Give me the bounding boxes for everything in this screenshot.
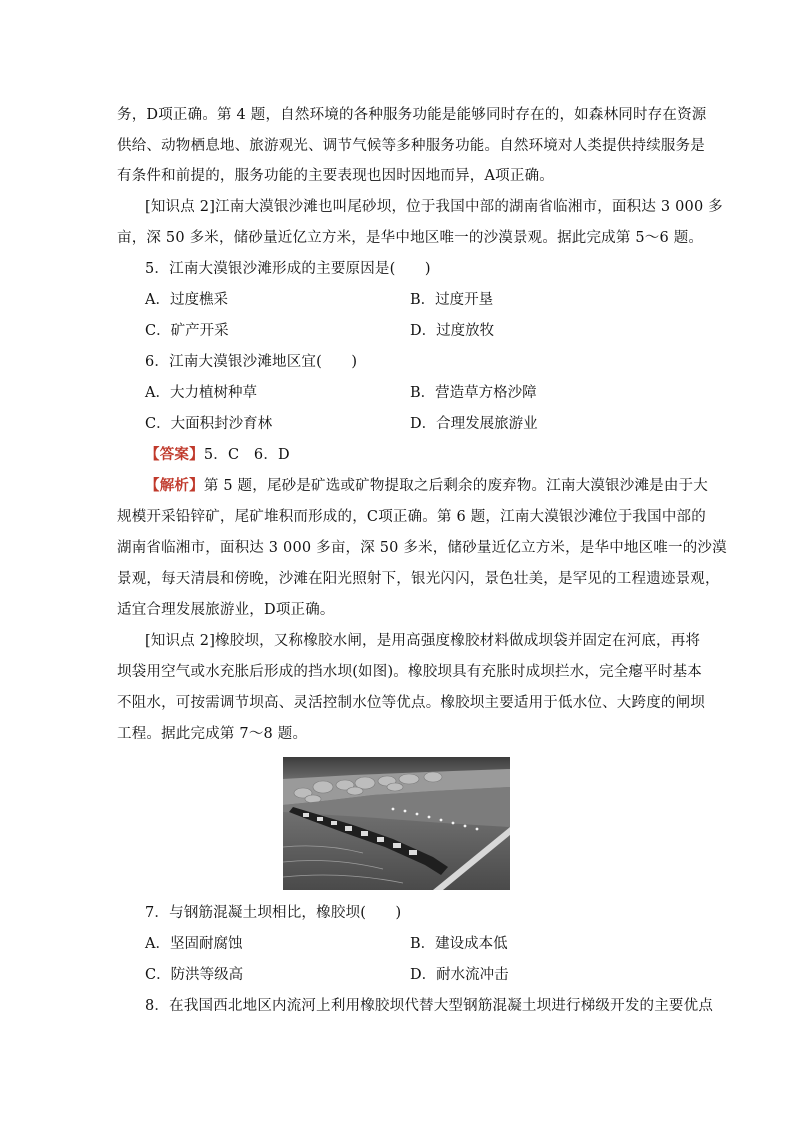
q5-option-a: A．过度樵采 [145, 292, 228, 308]
paragraph-line: 务，D项正确。第 4 题，自然环境的各种服务功能是能够同时存在的，如森林同时存在资源 [117, 107, 707, 123]
paragraph-line: 亩，深 50 多米，储砂量近亿立方米，是华中地区唯一的沙漠景观。据此完成第 5～6 题。 [117, 230, 704, 246]
q6-option-b: B．营造草方格沙障 [410, 385, 537, 401]
answer-tag: 【答案】 [145, 446, 204, 463]
q6-option-a: A．大力植树种草 [145, 385, 257, 401]
paragraph-line: 不阻水，可按需调节坝高、灵活控制水位等优点。橡胶坝主要适用于低水位、大跨度的闸坝 [117, 695, 705, 711]
paragraph-line: 坝袋用空气或水充胀后形成的挡水坝(如图)。橡胶坝具有充胀时成坝拦水，完全瘪平时基本 [117, 664, 703, 680]
analysis-line: 适宜合理发展旅游业，D项正确。 [117, 602, 335, 618]
q6-option-d: D．合理发展旅游业 [410, 416, 538, 432]
question-8-stem: 8．在我国西北地区内流河上利用橡胶坝代替大型钢筋混凝土坝进行梯级开发的主要优点 [145, 998, 714, 1014]
rubber-dam-photo [283, 757, 510, 890]
answer-text: 5．C 6．D [203, 447, 290, 463]
q5-option-b: B．过度开垦 [410, 292, 494, 308]
question-5-stem: 5．江南大漠银沙滩形成的主要原因是( ) [145, 261, 431, 277]
knowledge-point-line: [知识点 2]橡胶坝，又称橡胶水闸，是用高强度橡胶材料做成坝袋并固定在河底，再将 [145, 633, 701, 649]
paragraph-line: 工程。据此完成第 7～8 题。 [117, 726, 308, 742]
question-6-stem: 6．江南大漠银沙滩地区宜( ) [145, 354, 358, 370]
analysis-line: 湖南省临湘市，面积达 3 000 多亩，深 50 多米，储砂量近亿立方米，是华中地区唯一的沙漠 [117, 540, 727, 556]
question-7-stem: 7．与钢筋混凝土坝相比，橡胶坝( ) [145, 905, 402, 921]
analysis-line [145, 476, 711, 496]
knowledge-point-line: [知识点 2]江南大漠银沙滩也叫尾砂坝，位于我国中部的湖南省临湘市，面积达 3 000 多 [145, 199, 723, 215]
q5-option-c: C．矿产开采 [145, 323, 229, 339]
analysis-line: 景观，每天清晨和傍晚，沙滩在阳光照射下，银光闪闪，景色壮美，是罕见的工程遗迹景观， [117, 571, 720, 587]
analysis-text: 第 5 题，尾砂是矿选或矿物提取之后剩余的废弃物。江南大漠银沙滩是由于大 [203, 478, 708, 494]
analysis-tag: 【解析】 [145, 477, 204, 494]
q7-option-a: A．坚固耐腐蚀 [145, 936, 243, 952]
q6-option-c: C．大面积封沙育林 [145, 416, 273, 432]
q7-option-c: C．防洪等级高 [145, 967, 244, 983]
paragraph-line: 有条件和前提的，服务功能的主要表现也因时因地而异，A项正确。 [117, 168, 554, 184]
analysis-line: 规模开采铅锌矿，尾矿堆积而形成的，C项正确。第 6 题，江南大漠银沙滩位于我国中部的 [117, 509, 706, 525]
q5-option-d: D．过度放牧 [410, 323, 495, 339]
paragraph-line: 供给、动物栖息地、旅游观光、调节气候等多种服务功能。自然环境对人类提供持续服务是 [117, 138, 705, 154]
q7-option-d: D．耐水流冲击 [410, 967, 509, 983]
answer-line [145, 445, 711, 465]
q7-option-b: B．建设成本低 [410, 936, 508, 952]
